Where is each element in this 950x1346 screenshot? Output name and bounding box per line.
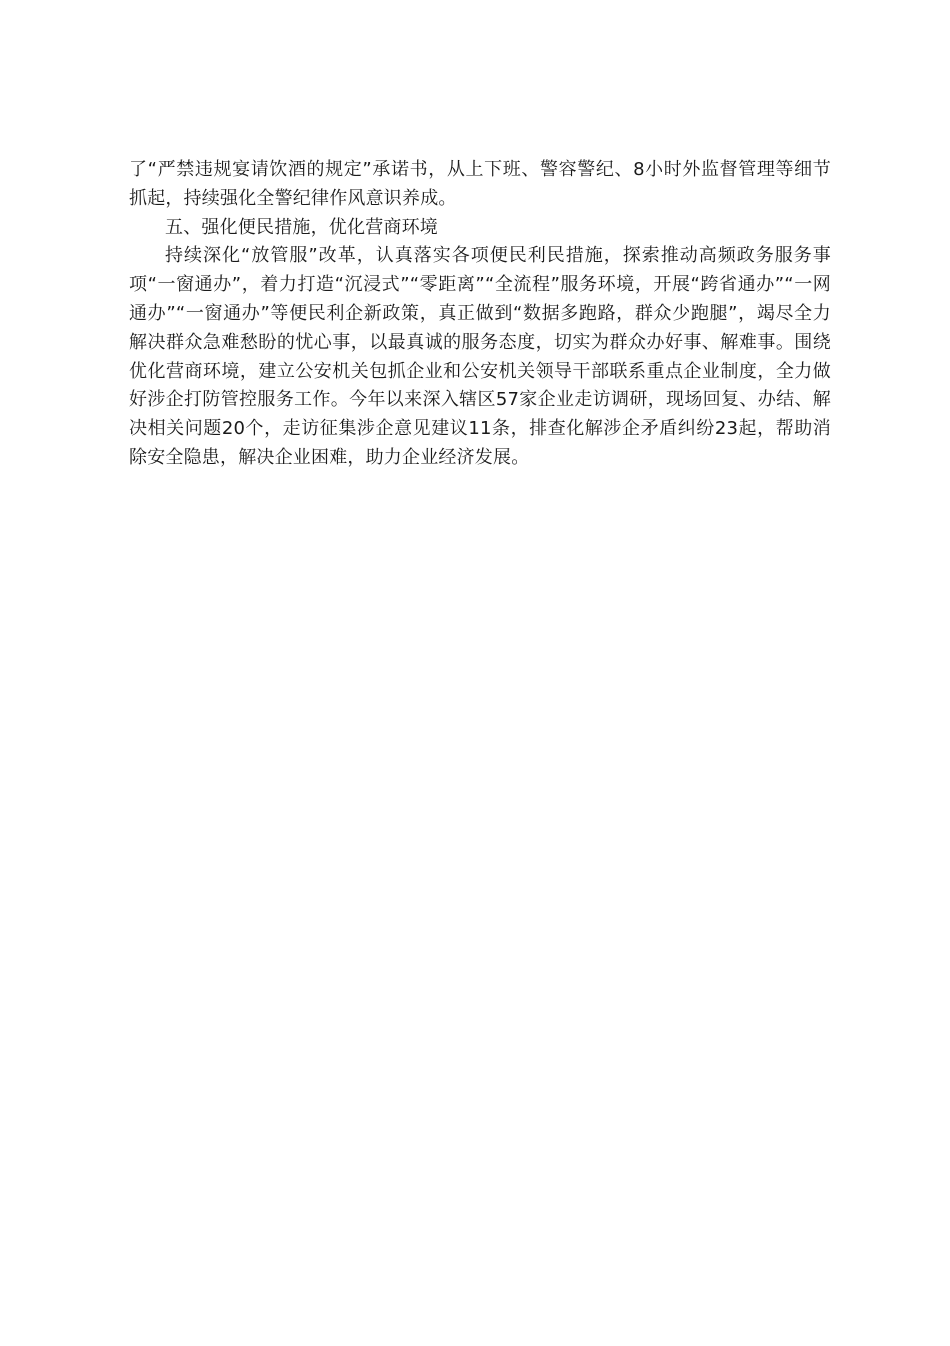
paragraph-body: 持续深化“放管服”改革，认真落实各项便民利民措施，探索推动高频政务服务事项“一窗通办”，着力打造“沉浸式”“零距离”“全流程”服务环境，开展“跨省通办”“一网通办”“一窗通办”等便民利企新政策，真正做到“数据多跑路，群众少跑腿”，竭尽全力解决群众急难愁盼的忧心事，以最真诚的服务态度，切实为群众办好事、解难事。围绕优化营商环境，建立公安机关包抓企业和公安机关领导干部联系重点企业制度，全力做好涉企打防管控服务工作。今年以来深入辖区57家企业走访调研，现场回复、办结、解决相关问题20个，走访征集涉企意见建议11条，排查化解涉企矛盾纠纷23起，帮助消除安全隐患，解决企业困难，助力企业经济发展。 (129, 245, 831, 468)
section-heading: 五、强化便民措施，优化营商环境 (165, 216, 438, 238)
document-body (129, 156, 831, 473)
paragraph-continuation: 了“严禁违规宴请饮酒的规定”承诺书，从上下班、警容警纪、8小时外监督管理等细节抓起，持续强化全警纪律作风意识养成。 (129, 159, 831, 209)
